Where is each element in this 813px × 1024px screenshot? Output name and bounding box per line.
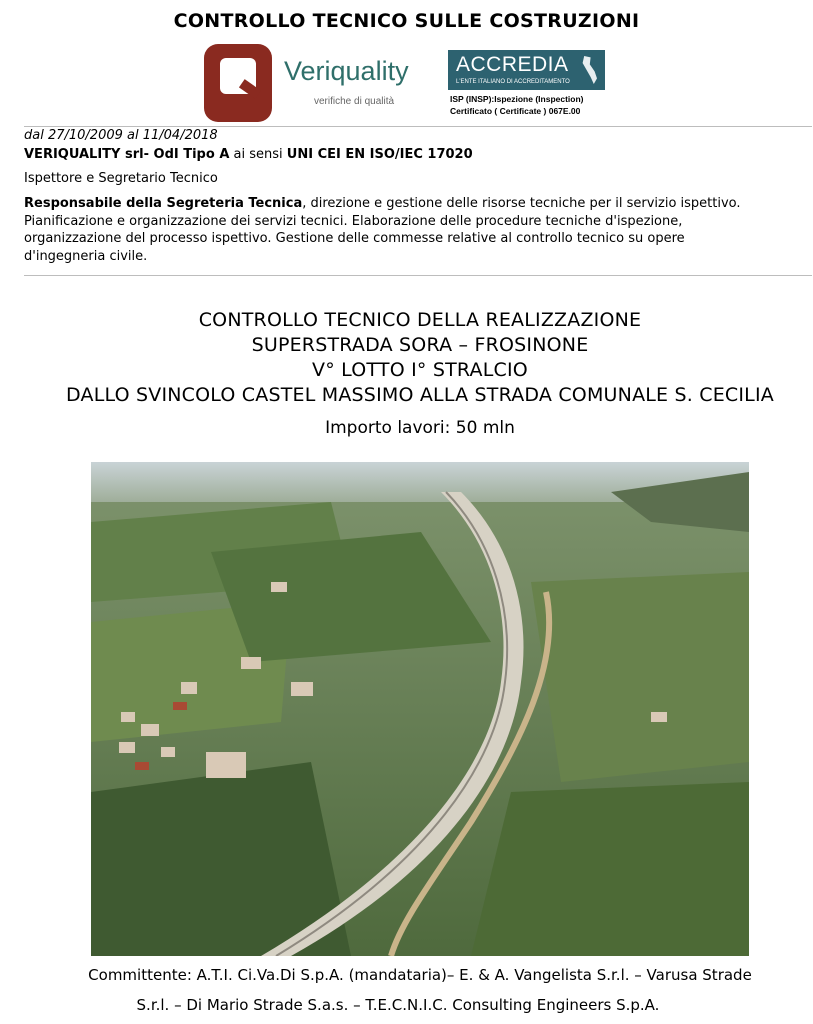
company-connector: ai sensi <box>229 147 287 162</box>
project-amount: Importo lavori: 50 mln <box>325 418 515 438</box>
company-line <box>24 147 473 162</box>
aerial-photo <box>91 462 749 956</box>
project-title-line3: V° LOTTO I° STRALCIO <box>312 359 528 381</box>
page-title: CONTROLLO TECNICO SULLE COSTRUZIONI <box>173 10 640 32</box>
project-title-line2: SUPERSTRADA SORA – FROSINONE <box>251 334 589 356</box>
divider-bottom <box>24 275 812 276</box>
job-description-line4: d'ingegneria civile. <box>24 248 148 264</box>
job-role: Ispettore e Segretario Tecnico <box>24 171 218 186</box>
job-description-line3: organizzazione del processo ispettivo. Gestione delle commesse relative al controllo tecnico su opere <box>24 231 685 246</box>
logos-row <box>204 44 614 124</box>
job-description-lead: Responsabile della Segreteria Tecnica <box>24 196 303 211</box>
client-caption-line2: S.r.l. – Di Mario Strade S.a.s. – T.E.C.N.I.C. Consulting Engineers S.p.A. <box>136 996 660 1014</box>
accredia-logo-text: ACCREDIA <box>456 53 569 76</box>
client-caption-line1: Committente: A.T.I. Ci.Va.Di S.p.A. (mandataria)– E. & A. Vangelista S.r.l. – Varusa Strade <box>88 966 752 984</box>
veriquality-tagline: verifiche di qualità <box>314 96 395 107</box>
veriquality-logo-icon <box>204 44 272 122</box>
divider-top <box>24 126 812 127</box>
project-title-line4: DALLO SVINCOLO CASTEL MASSIMO ALLA STRADA COMUNALE S. CECILIA <box>66 384 774 406</box>
company-name: VERIQUALITY srl- OdI Tipo A <box>24 147 230 162</box>
project-title <box>0 308 813 408</box>
job-description <box>24 195 812 265</box>
date-range: dal 27/10/2009 al 11/04/2018 <box>24 128 218 143</box>
accredia-logo-subtitle: L'ENTE ITALIANO DI ACCREDITAMENTO <box>456 79 570 85</box>
company-norm: UNI CEI EN ISO/IEC 17020 <box>286 147 473 162</box>
job-description-line1: , direzione e gestione delle risorse tecniche per il servizio ispettivo. <box>302 196 741 211</box>
accreditation-scope: ISP (INSP):Ispezione (Inspection) <box>450 94 584 104</box>
accreditation-certificate: Certificato ( Certificate ) 067E.00 <box>450 106 581 116</box>
italy-map-icon <box>581 56 597 84</box>
veriquality-logo-text: Veriquality <box>284 56 409 86</box>
job-description-line2: Pianificazione e organizzazione dei servizi tecnici. Elaborazione delle procedure tecniche d'ispezione, <box>24 213 683 229</box>
accredia-logo <box>448 50 605 90</box>
project-title-line1: CONTROLLO TECNICO DELLA REALIZZAZIONE <box>198 309 642 331</box>
